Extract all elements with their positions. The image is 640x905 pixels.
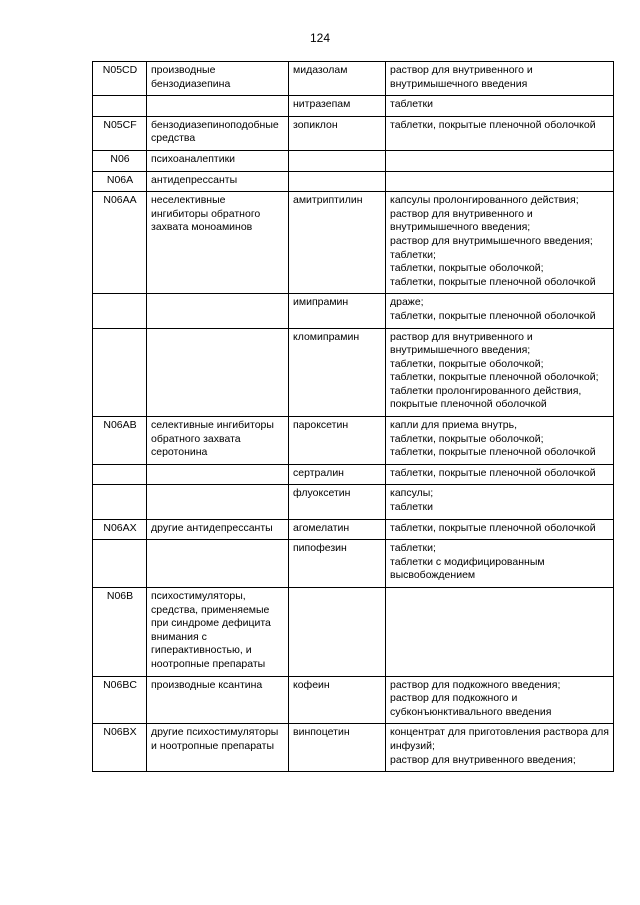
group-name-cell: антидепрессанты [147, 171, 289, 192]
dosage-form-cell: раствор для внутривенного и внутримышечного введения; таблетки, покрытые оболочкой; таблетки, покрытые пленочной оболочкой; таблетки пролонгированного действия, покрытые пленочной оболочкой [386, 328, 614, 417]
group-name-cell [147, 328, 289, 417]
table-row [93, 116, 614, 150]
dosage-form-cell: раствор для подкожного введения; раствор для подкожного и субконъюнктивального введения [386, 676, 614, 724]
dosage-form-cell: таблетки, покрытые пленочной оболочкой [386, 519, 614, 540]
table-row [93, 588, 614, 677]
dosage-form-cell: таблетки, покрытые пленочной оболочкой [386, 464, 614, 485]
group-name-cell: психостимуляторы, средства, применяемые при синдроме дефицита внимания с гиперактивностью, и ноотропные препараты [147, 588, 289, 677]
dosage-form-cell: таблетки; таблетки с модифицированным высвобождением [386, 540, 614, 588]
atc-code-cell [93, 540, 147, 588]
drug-name-cell: кофеин [289, 676, 386, 724]
drug-name-cell: имипрамин [289, 294, 386, 328]
table-row [93, 540, 614, 588]
table-row [93, 485, 614, 519]
atc-code-cell: N06AX [93, 519, 147, 540]
atc-code-cell: N06 [93, 150, 147, 171]
table-row [93, 328, 614, 417]
dosage-form-cell: раствор для внутривенного и внутримышечного введения [386, 62, 614, 96]
drug-name-cell: амитриптилин [289, 192, 386, 294]
dosage-form-cell: капли для приема внутрь, таблетки, покрытые оболочкой; таблетки, покрытые пленочной оболочкой [386, 417, 614, 465]
group-name-cell [147, 294, 289, 328]
drug-name-cell: зопиклон [289, 116, 386, 150]
group-name-cell: производные ксантина [147, 676, 289, 724]
group-name-cell: селективные ингибиторы обратного захвата серотонина [147, 417, 289, 465]
group-name-cell: производные бензодиазепина [147, 62, 289, 96]
atc-code-cell: N06AB [93, 417, 147, 465]
table-row [93, 676, 614, 724]
dosage-form-cell [386, 171, 614, 192]
drug-name-cell: агомелатин [289, 519, 386, 540]
drug-name-cell: нитразепам [289, 96, 386, 117]
page-number: 124 [309, 31, 331, 45]
group-name-cell [147, 96, 289, 117]
table-row [93, 192, 614, 294]
drug-name-cell [289, 150, 386, 171]
table-row [93, 464, 614, 485]
atc-code-cell [93, 485, 147, 519]
group-name-cell: психоаналептики [147, 150, 289, 171]
atc-code-cell: N05CD [93, 62, 147, 96]
drug-name-cell: кломипрамин [289, 328, 386, 417]
table-row [93, 519, 614, 540]
table-row [93, 150, 614, 171]
atc-code-cell [93, 96, 147, 117]
drug-name-cell: мидазолам [289, 62, 386, 96]
dosage-form-cell: таблетки, покрытые пленочной оболочкой [386, 116, 614, 150]
group-name-cell [147, 540, 289, 588]
atc-code-cell: N06BX [93, 724, 147, 772]
atc-code-cell [93, 328, 147, 417]
atc-code-cell [93, 464, 147, 485]
atc-code-cell: N06A [93, 171, 147, 192]
atc-code-cell: N05CF [93, 116, 147, 150]
dosage-form-cell [386, 588, 614, 677]
drug-table [92, 61, 614, 772]
dosage-form-cell: капсулы; таблетки [386, 485, 614, 519]
atc-code-cell: N06B [93, 588, 147, 677]
group-name-cell: бензодиазепиноподобные средства [147, 116, 289, 150]
group-name-cell: неселективные ингибиторы обратного захвата моноаминов [147, 192, 289, 294]
table-row [93, 294, 614, 328]
group-name-cell: другие психостимуляторы и ноотропные препараты [147, 724, 289, 772]
dosage-form-cell [386, 150, 614, 171]
dosage-form-cell: драже; таблетки, покрытые пленочной оболочкой [386, 294, 614, 328]
dosage-form-cell: капсулы пролонгированного действия; раствор для внутривенного и внутримышечного введения; раствор для внутримышечного введения; таблетки; таблетки, покрытые оболочкой; таблетки, покрытые пленочной оболочкой [386, 192, 614, 294]
drug-name-cell: флуоксетин [289, 485, 386, 519]
atc-code-cell: N06AA [93, 192, 147, 294]
dosage-form-cell: концентрат для приготовления раствора для инфузий; раствор для внутривенного введения; [386, 724, 614, 772]
group-name-cell: другие антидепрессанты [147, 519, 289, 540]
drug-name-cell: пароксетин [289, 417, 386, 465]
table-row [93, 62, 614, 96]
drug-name-cell [289, 171, 386, 192]
atc-code-cell [93, 294, 147, 328]
drug-name-cell [289, 588, 386, 677]
table-row [93, 171, 614, 192]
group-name-cell [147, 485, 289, 519]
drug-name-cell: винпоцетин [289, 724, 386, 772]
drug-name-cell: пипофезин [289, 540, 386, 588]
table-body [93, 62, 614, 772]
atc-code-cell: N06BC [93, 676, 147, 724]
table-row [93, 96, 614, 117]
group-name-cell [147, 464, 289, 485]
dosage-form-cell: таблетки [386, 96, 614, 117]
table-row [93, 417, 614, 465]
table-row [93, 724, 614, 772]
drug-name-cell: сертралин [289, 464, 386, 485]
